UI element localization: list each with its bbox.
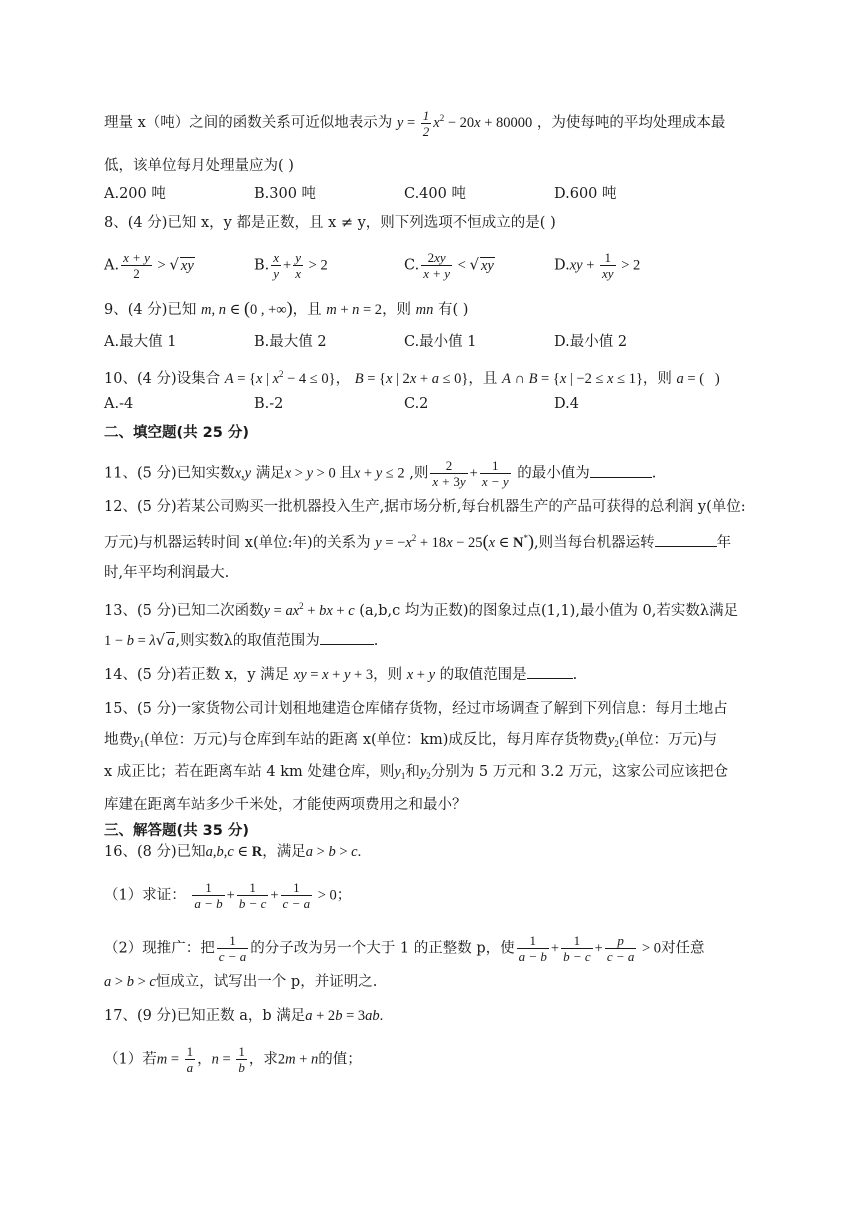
q14-stem: 14、(5 分)若正数 x，y 满足 xy = x + y + 3，则 x + y 的取值范围是 . [104,664,764,685]
q9-option-c: C.最小值 1 [404,334,477,350]
q16-stem: 16、(8 分)已知a,b,c ∈ R，满足a > b > c. [104,844,362,860]
q17-stem: 17、(9 分)已知正数 a，b 满足a + 2b = 3ab. [104,1008,384,1024]
q7-option-c: C.400 吨 [404,186,466,202]
q13-answer-blank[interactable] [320,630,374,645]
q17-part-1: （1）若m = $\frac{1}{a}$ ，n = $\frac{1}{b}$ ，求2m + n的值； [104,1044,362,1075]
q9-option-d: D.最小值 2 [554,334,628,350]
q7-option-a: A.200 吨 [104,186,166,202]
q11-answer-blank[interactable] [590,463,652,478]
section-3-heading: 三、解答题(共 35 分) [104,823,250,839]
q15-line-3: x 成正比；若在距离车站 4 km 处建仓库，则$y_1$和$y_2$分别为 5 万元和 3.2 万元，这家公司应该把仓 [104,764,728,781]
q12-answer-blank[interactable] [655,532,717,547]
q16-part-2: （2）现推广：把 $\frac{1}{c - a}$ 的分子改为另一个大于 1 的正整数 p，使 $\frac{1}{a - b}$ + $\frac{1}{b - c}$ + $\frac{p}{c - a}$ > 0对任意 [104,933,705,964]
q9-option-a: A.最大值 1 [104,334,177,350]
q9-option-b: B.最大值 2 [254,334,327,350]
q13-line-2: 1 − b = λ√ a,则实数λ的取值范围为 . [104,631,379,649]
q7-line-2: 低，该单位每月处理量应为( ) [104,158,294,174]
q12-line-1: 12、(5 分)若某公司购买一批机器投入生产,据市场分析,每台机器生产的产品可获得的总利润 y(单位: [104,499,746,515]
q10-stem: 10、(4 分)设集合 A = {x | $x^2 - 4 \le 0$}， B = {x | 2x + a ≤ 0}，且 A ∩ B = {x | −2 ≤ x ≤ 1}，则 a = ( ) [104,369,720,387]
q10-option-b: B.-2 [254,396,284,412]
q7-option-d: D.600 吨 [554,186,617,202]
q7-text: 理量 x（吨）之间的函数关系可近似地表示为 [104,115,393,131]
q12-line-3: 时,年平均利润最大. [104,565,230,581]
q13-line-1: 13、(5 分)已知二次函数$y = ax^2$ + bx + c (a,b,c 均为正数)的图象过点(1,1),最小值为 0,若实数λ满足 [104,601,739,619]
q16-part-2-cont: a > b > c恒成立，试写出一个 p，并证明之. [104,974,378,990]
q15-line-2: 地费$y_1$(单位：万元)与仓库到车站的距离 x(单位：km)成反比，每月库存货物费$y_2$(单位：万元)与 [104,732,718,749]
q7-text-tail: ，为使每吨的平均处理成本最 [536,115,726,131]
q10-option-c: C.2 [404,396,429,412]
section-2-heading: 二、填空题(共 25 分) [104,425,250,441]
q8-option-d: D.xy + $\frac{1}{xy}$ > 2 [554,250,641,281]
q9-stem: 9、(4 分)已知 m, n ∈ (0 , +∞)，且 m + n = 2，则 mn 有( ) [104,298,469,318]
q11-stem: 11、(5 分)已知实数x,y 满足x > y > 0 且x + y ≤ 2 ,则 $\frac{2}{x + 3y}$ + $\frac{1}{x - y}$ 的最小值为 . [104,458,657,489]
q15-line-1: 15、(5 分)一家货物公司计划租地建造仓库储存货物，经过市场调查了解到下列信息：每月土地占 [104,701,728,717]
q16-part-1: （1）求证： $\frac{1}{a - b}$ + $\frac{1}{b - c}$ + $\frac{1}{c - a}$ > 0； [104,880,352,911]
q8-option-b: B. $\frac{x}{y}$ + $\frac{y}{x}$ > 2 [254,250,328,281]
q10-option-d: D.4 [554,396,579,412]
q7-line-1 [104,108,764,139]
q8-option-a: A. $\frac{x + y}{2}$ > √ xy [104,250,194,281]
q7-formula: y = $\frac{1}{2}$ $x^2 - 20x + 80000$ [396,108,533,140]
q12-line-2: 万元)与机器运转时间 x(单位:年)的关系为 $y = -x^2 + 18x - 25(x$ ∈ N*),则当每台机器运转 年 [104,531,732,551]
q8-stem: 8、(4 分)已知 x，y 都是正数，且 x ≠ y，则下列选项不恒成立的是( ) [104,215,556,231]
q14-answer-blank[interactable] [527,664,573,679]
q8-option-c: C. $\frac{2xy}{x + y}$ < √ xy [404,250,494,281]
q15-line-4: 库建在距离车站多少千米处，才能使两项费用之和最小？ [104,797,467,813]
q10-option-a: A.-4 [104,396,134,412]
q7-option-b: B.300 吨 [254,186,317,202]
